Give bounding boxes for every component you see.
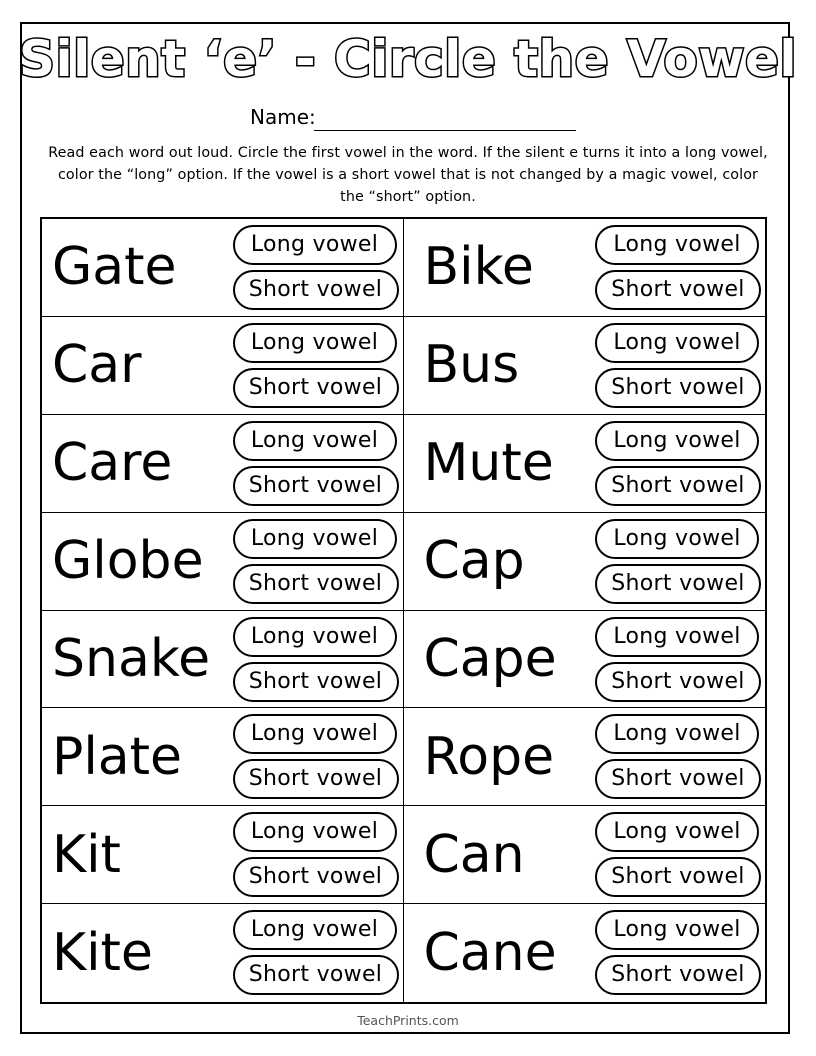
- instructions: Read each word out loud. Circle the first vowel in the word. If the silent e turns it into a long vowel, color the “long” option. If the vowel is a short vowel that is not changed by a magic vowel, color the “short” option.: [48, 145, 768, 205]
- short-vowel-option[interactable]: Short vowel: [233, 662, 399, 702]
- word-cell: [42, 219, 404, 317]
- short-vowel-option[interactable]: Short vowel: [595, 759, 761, 799]
- long-vowel-option[interactable]: Long vowel: [595, 714, 759, 754]
- name-write-line[interactable]: [314, 130, 576, 131]
- long-vowel-option[interactable]: Long vowel: [233, 421, 397, 461]
- word-cell: [42, 904, 404, 1002]
- long-vowel-option[interactable]: Long vowel: [595, 225, 759, 265]
- long-vowel-option[interactable]: Long vowel: [233, 617, 397, 657]
- word-cell: [42, 415, 404, 513]
- short-vowel-option[interactable]: Short vowel: [233, 466, 399, 506]
- word-cell: [42, 317, 404, 415]
- word-text: Rope: [423, 726, 555, 787]
- word-cell: [404, 513, 766, 611]
- word-cell: [42, 806, 404, 904]
- short-vowel-option[interactable]: Short vowel: [595, 564, 761, 604]
- word-text: Bike: [423, 237, 534, 298]
- short-vowel-option[interactable]: Short vowel: [595, 368, 761, 408]
- long-vowel-option[interactable]: Long vowel: [233, 714, 397, 754]
- word-text: Plate: [52, 726, 183, 787]
- word-text: Car: [52, 335, 142, 396]
- word-cell: [404, 317, 766, 415]
- word-cell: [42, 611, 404, 709]
- long-vowel-option[interactable]: Long vowel: [595, 519, 759, 559]
- short-vowel-option[interactable]: Short vowel: [595, 270, 761, 310]
- short-vowel-option[interactable]: Short vowel: [233, 564, 399, 604]
- word-cell: [404, 708, 766, 806]
- word-grid: [40, 217, 767, 1004]
- worksheet-title: Silent ‘e’ - Circle the Vowel: [18, 30, 798, 88]
- footer-source: TeachPrints.com: [357, 1013, 459, 1028]
- long-vowel-option[interactable]: Long vowel: [233, 323, 397, 363]
- short-vowel-option[interactable]: Short vowel: [595, 466, 761, 506]
- long-vowel-option[interactable]: Long vowel: [595, 323, 759, 363]
- word-cell: [42, 708, 404, 806]
- word-text: Kite: [52, 923, 153, 984]
- short-vowel-option[interactable]: Short vowel: [233, 759, 399, 799]
- short-vowel-option[interactable]: Short vowel: [233, 955, 399, 995]
- short-vowel-option[interactable]: Short vowel: [233, 270, 399, 310]
- word-text: Bus: [423, 335, 520, 396]
- short-vowel-option[interactable]: Short vowel: [233, 857, 399, 897]
- word-text: Care: [52, 433, 173, 494]
- long-vowel-option[interactable]: Long vowel: [595, 617, 759, 657]
- short-vowel-option[interactable]: Short vowel: [595, 857, 761, 897]
- word-cell: [404, 904, 766, 1002]
- word-text: Globe: [52, 531, 204, 592]
- long-vowel-option[interactable]: Long vowel: [595, 421, 759, 461]
- word-text: Cap: [423, 531, 525, 592]
- word-text: Cane: [423, 923, 557, 984]
- short-vowel-option[interactable]: Short vowel: [595, 662, 761, 702]
- name-row: [250, 102, 580, 134]
- word-text: Mute: [423, 433, 554, 494]
- word-cell: [404, 415, 766, 513]
- word-text: Gate: [52, 237, 177, 298]
- word-cell: [42, 513, 404, 611]
- long-vowel-option[interactable]: Long vowel: [595, 910, 759, 950]
- long-vowel-option[interactable]: Long vowel: [233, 225, 397, 265]
- word-cell: [404, 806, 766, 904]
- short-vowel-option[interactable]: Short vowel: [233, 368, 399, 408]
- word-cell: [404, 611, 766, 709]
- long-vowel-option[interactable]: Long vowel: [233, 910, 397, 950]
- long-vowel-option[interactable]: Long vowel: [233, 812, 397, 852]
- long-vowel-option[interactable]: Long vowel: [233, 519, 397, 559]
- word-text: Can: [423, 824, 525, 885]
- word-text: Kit: [52, 824, 121, 885]
- word-cell: [404, 219, 766, 317]
- word-text: Cape: [423, 628, 557, 689]
- short-vowel-option[interactable]: Short vowel: [595, 955, 761, 995]
- word-text: Snake: [52, 628, 211, 689]
- long-vowel-option[interactable]: Long vowel: [595, 812, 759, 852]
- name-label: Name:: [250, 105, 316, 129]
